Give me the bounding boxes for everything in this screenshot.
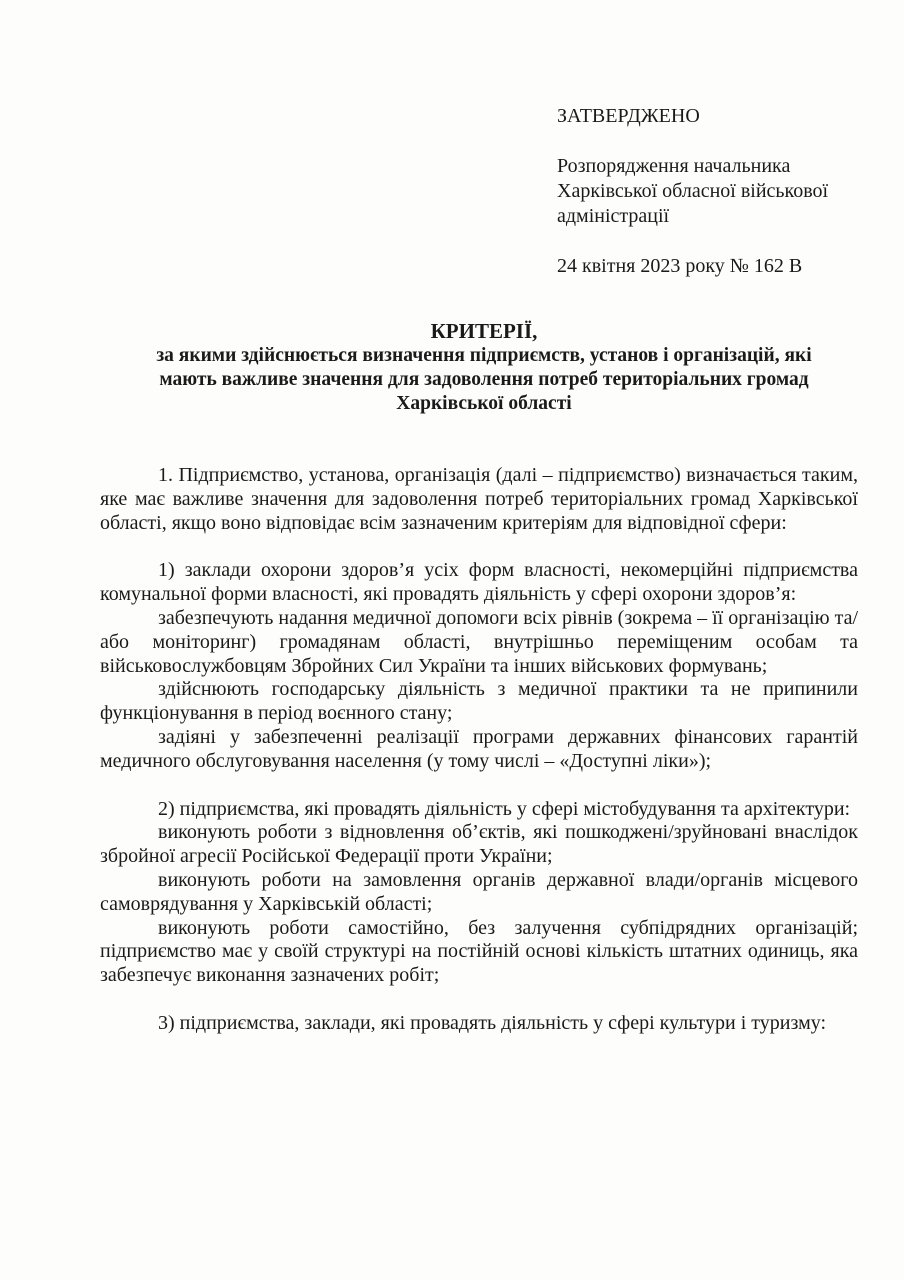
section-2-intro: 2) підприємства, які провадять діяльність у сфері містобудування та архітектури:: [158, 797, 851, 820]
document-subtitle-line: Харківської області: [396, 393, 572, 414]
approval-order-line: Харківської обласної військової: [557, 180, 829, 202]
section-1-intro: 1) заклади охорони здоров’я усіх форм власності, некомерційні підприємства комунальної форми власності, які провадять діяльність у сфері охорони здоров’я:: [100, 559, 858, 606]
approval-order-line: Розпорядження начальника: [557, 155, 791, 177]
document-heading: [110, 318, 858, 416]
section-2-criterion: виконують роботи з відновлення об’єктів, які пошкоджені/зруйновані внаслідок збройної агресії Російської Федерації проти України;: [100, 821, 858, 868]
document-title: КРИТЕРІЇ,: [430, 319, 538, 343]
section-2-criterion: виконують роботи самостійно, без залучення субпідрядних організацій; підприємство має у своїй структурі на постійній основі кількість штатних одиниць, яка забезпечує виконання зазначених робіт;: [100, 916, 858, 987]
section-1-criterion: задіяні у забезпеченні реалізації програми державних фінансових гарантій медичного обслуговування населення (у тому числі – «Доступні ліки»);: [100, 725, 858, 772]
section-3-intro: 3) підприємства, заклади, які провадять діяльність у сфері культури і туризму:: [158, 1011, 827, 1034]
paragraph-1: 1. Підприємство, установа, організація (далі – підприємство) визначається таким, яке має важливе значення для задоволення потреб територіальних громад Харківської області, якщо воно відповідає всім зазначеним критеріям для відповідної сфери:: [100, 464, 858, 534]
section-2-criterion: виконують роботи на замовлення органів державної влади/органів місцевого самоврядування у Харківській області;: [100, 868, 858, 915]
approval-date: 24 квітня 2023 року № 162 В: [557, 255, 803, 277]
document-subtitle-line: мають важливе значення для задоволення потреб територіальних громад: [159, 369, 809, 390]
approval-order-line: адміністрації: [557, 205, 670, 227]
section-1-criterion: здійснюють господарську діяльність з медичної практики та не припинили функціонування в період воєнного стану;: [100, 678, 858, 725]
approval-order: [557, 154, 877, 229]
approval-stamp: ЗАТВЕРДЖЕНО: [557, 105, 700, 127]
document-subtitle-line: за якими здійснюється визначення підприємств, установ і організацій, які: [156, 345, 812, 366]
document-body: [100, 464, 858, 1036]
section-1-criterion: забезпечують надання медичної допомоги всіх рівнів (зокрема – її організацію та/або моніторинг) громадянам області, внутрішньо переміщеним особам та військовослужбовцям Збройних Сил України та інших військових формувань;: [100, 606, 858, 677]
approval-block: [557, 104, 877, 279]
